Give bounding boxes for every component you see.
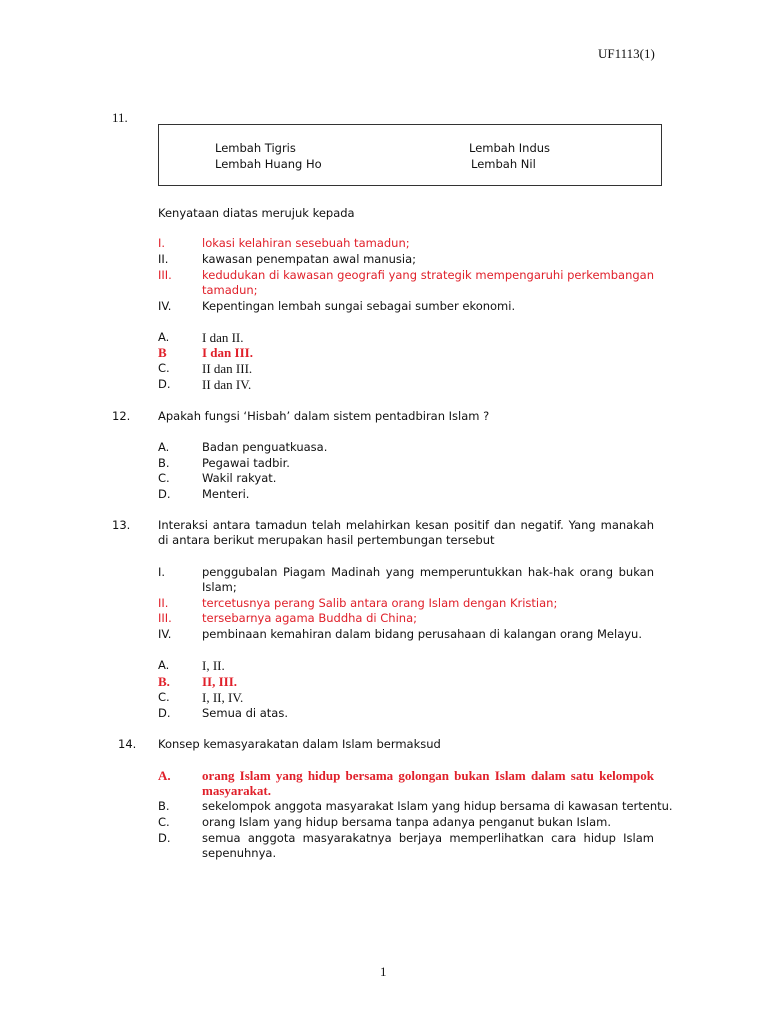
q12-option-text: Badan penguatkuasa. [202,440,328,454]
q11-option-text: II dan IV. [202,377,252,392]
q11-option-text: I dan II. [202,330,244,345]
q11-option-letter: A. [158,330,170,344]
q11-statement-num: IV. [158,299,172,313]
q11-stem: Kenyataan diatas merujuk kepada [158,206,355,220]
page-code: UF1113(1) [598,46,655,61]
q13-statement-num: III. [158,611,172,625]
q13-answer-letter: B. [158,674,170,689]
page-number: 1 [380,964,387,979]
q13-statement-num: I. [158,565,166,579]
q12-stem: Apakah fungsi ‘Hisbah’ dalam sistem pentadbiran Islam ? [158,409,490,423]
q13-statement-text: pembinaan kemahiran dalam bidang perusahaan di kalangan orang Melayu. [202,627,642,641]
q11-number: 11. [112,110,128,125]
q12-option-text: Wakil rakyat. [202,471,277,485]
q14-option-text: semua anggota masyarakatnya berjaya memperlihatkan cara hidup Islam sepenuhnya. [202,831,654,860]
q11-statement-num: II. [158,252,169,266]
q13-statement-num: II. [158,596,169,610]
q12-option-letter: C. [158,471,170,485]
q14-answer-text: orang Islam yang hidup bersama golongan bukan Islam dalam satu kelompok masyarakat. [202,768,654,798]
q11-option-text: II dan III. [202,361,253,376]
q13-statement-text: tersebarnya agama Buddha di China; [202,611,417,625]
q12-option-letter: A. [158,440,170,454]
q14-answer-letter: A. [158,768,171,783]
q12-number: 12. [112,409,131,423]
q13-option-text: Semua di atas. [202,706,288,720]
q11-answer-letter: B [158,345,167,360]
q11-valley-box [158,124,662,186]
q12-option-letter: D. [158,487,171,501]
q12-option-text: Menteri. [202,487,250,501]
q14-option-letter: D. [158,831,171,845]
q11-box-left-bottom: Lembah Huang Ho [215,157,322,171]
q11-statement-num: III. [158,268,172,282]
q13-statement-num: IV. [158,627,172,641]
q11-statement-text: Kepentingan lembah sungai sebagai sumber ekonomi. [202,299,516,313]
q12-option-letter: B. [158,456,170,470]
q13-statement-text: penggubalan Piagam Madinah yang memperuntukkan hak-hak orang bukan Islam; [202,565,654,594]
q14-number: 14. [118,737,137,751]
q13-stem: Interaksi antara tamadun telah melahirkan kesan positif dan negatif. Yang manakah di antara berikut merupakan hasil pertembungan tersebut [158,518,654,547]
q11-statement-text: kawasan penempatan awal manusia; [202,252,417,266]
q13-statement-text: tercetusnya perang Salib antara orang Islam dengan Kristian; [202,596,558,610]
q14-option-letter: B. [158,799,170,813]
q11-box-right-top: Lembah Indus [469,141,551,155]
q14-option-text: orang Islam yang hidup bersama tanpa adanya penganut bukan Islam. [202,815,612,829]
q11-box-left-top: Lembah Tigris [215,141,296,155]
q13-option-letter: D. [158,706,171,720]
q11-option-letter: C. [158,361,170,375]
q14-stem: Konsep kemasyarakatan dalam Islam bermaksud [158,737,441,751]
q13-number: 13. [112,518,131,532]
q12-option-text: Pegawai tadbir. [202,456,290,470]
q11-answer-text: I dan III. [202,345,253,360]
q13-answer-text: II, III. [202,674,238,689]
q13-option-text: I, II, IV. [202,690,244,705]
q14-option-letter: C. [158,815,170,829]
q11-option-letter: D. [158,377,171,391]
q13-option-text: I, II. [202,658,225,673]
q11-statement-text: kedudukan di kawasan geografi yang strategik mempengaruhi perkembangan tamadun; [202,268,654,297]
q11-box-right-bottom: Lembah Nil [471,157,536,171]
q11-statement-num: I. [158,236,166,250]
q13-option-letter: A. [158,658,170,672]
q11-statement-text: lokasi kelahiran sesebuah tamadun; [202,236,410,250]
q14-option-text: sekelompok anggota masyarakat Islam yang hidup bersama di kawasan tertentu. [202,799,673,813]
q13-option-letter: C. [158,690,170,704]
